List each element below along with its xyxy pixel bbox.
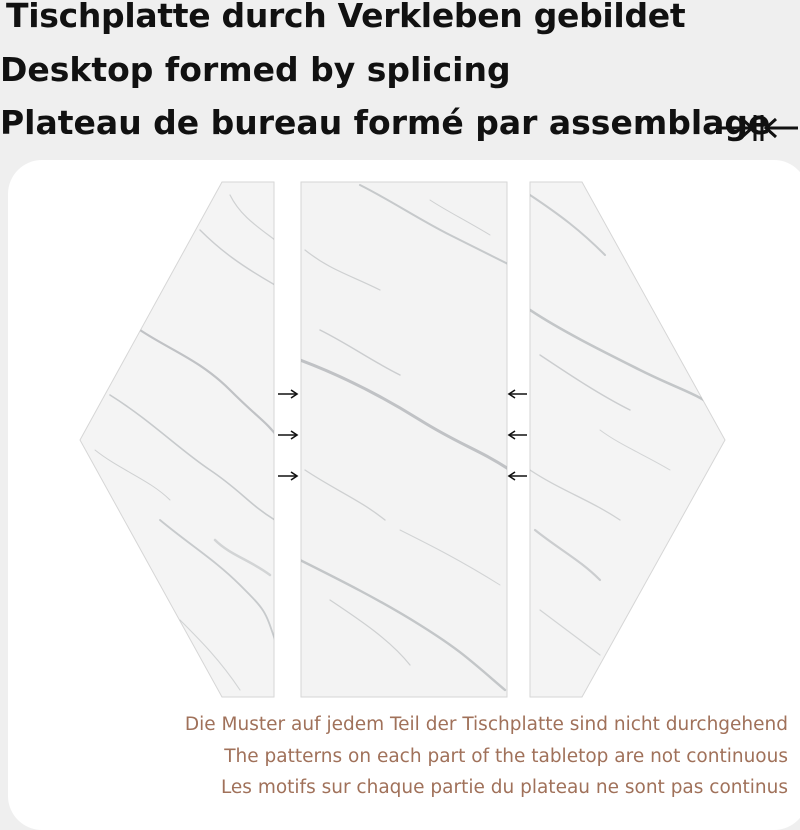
note-english: The patterns on each part of the tabletop are not continuous (224, 746, 788, 767)
note-german: Die Muster auf jedem Teil der Tischplatte sind nicht durchgehend (184, 714, 788, 735)
right-arrow-icon (278, 390, 297, 398)
note-french: Les motifs sur chaque partie du plateau ne sont pas continus (220, 777, 788, 798)
left-arrow-icon (509, 472, 527, 480)
right-tabletop-piece (530, 182, 725, 697)
title-french: Plateau de bureau formé par assemblage (0, 103, 771, 142)
title-english: Desktop formed by splicing (0, 50, 511, 89)
right-arrow-icon (278, 431, 297, 439)
left-arrow-icon (509, 431, 527, 439)
middle-tabletop-piece (300, 182, 510, 697)
title-german: Tischplatte durch Verkleben gebildet (6, 0, 686, 35)
left-tabletop-piece (80, 182, 280, 697)
left-arrow-icon (509, 390, 527, 398)
right-arrow-icon (278, 472, 297, 480)
